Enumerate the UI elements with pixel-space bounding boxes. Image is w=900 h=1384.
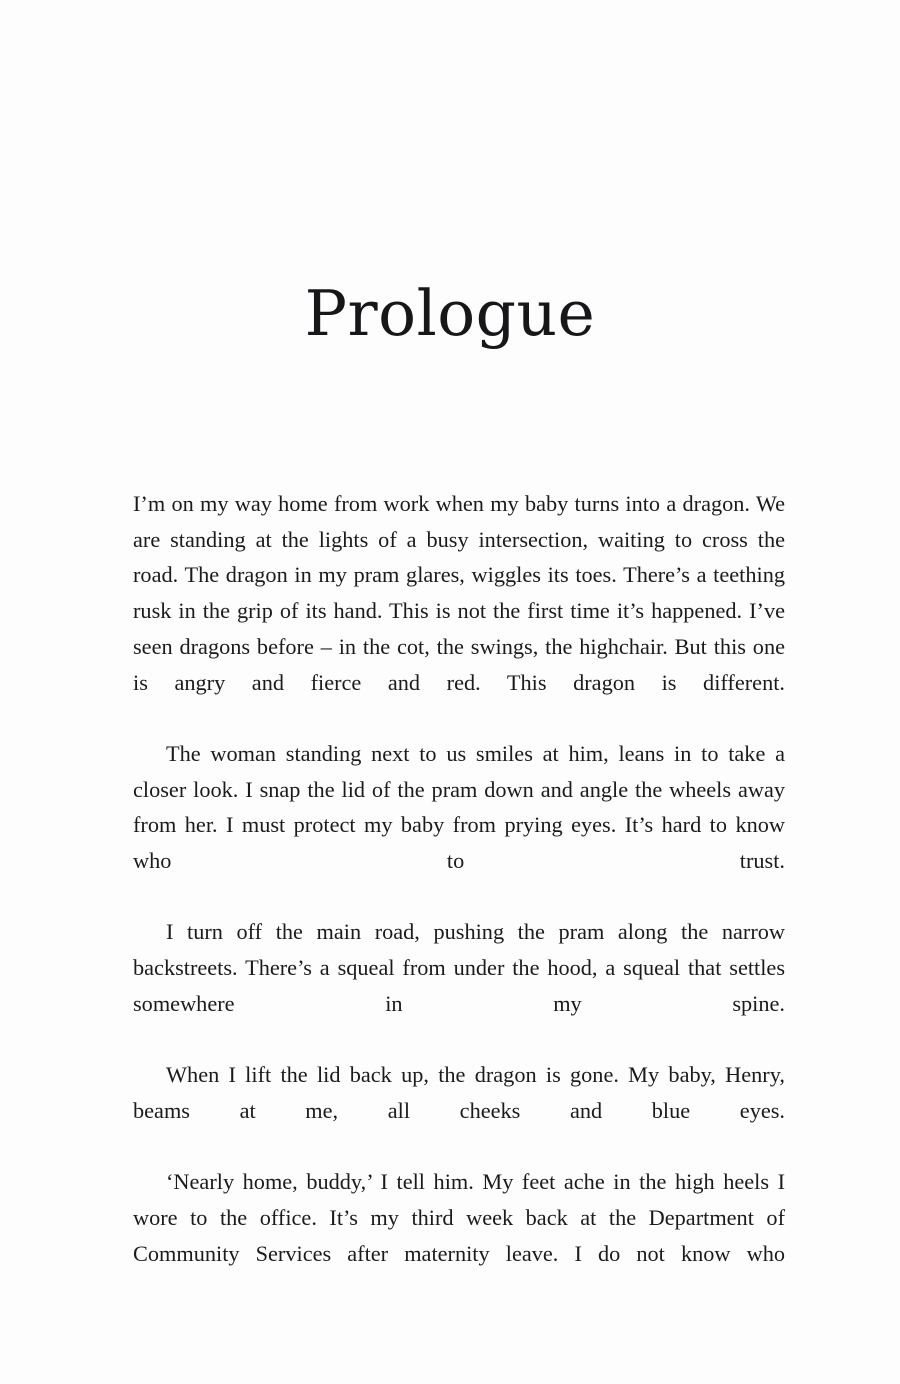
body-text-block [133, 486, 785, 1307]
body-paragraph: I turn off the main road, pushing the pram along the narrow backstreets. There’s a squeal from under the hood, a squeal that settles somewhere in my spine. [133, 919, 785, 1016]
body-paragraph: The woman standing next to us smiles at him, leans in to take a closer look. I snap the lid of the pram down and angle the wheels away from her. I must protect my baby from prying eyes. It’s hard to know who to trust. [133, 740, 785, 874]
body-paragraph: ‘Nearly home, buddy,’ I tell him. My feet ache in the high heels I wore to the office. It’s my third week back at the Department of Community Services after maternity leave. I do not know who [133, 1169, 785, 1266]
body-paragraph: I’m on my way home from work when my baby turns into a dragon. We are standing at the lights of a busy intersection, waiting to cross the road. The dragon in my pram glares, wiggles its toes. There’s a teething rusk in the grip of its hand. This is not the first time it’s happened. I’ve seen dragons before – in the cot, the swings, the highchair. But this one is angry and fierce and red. This dragon is different. [133, 491, 785, 695]
body-paragraph: When I lift the lid back up, the dragon is gone. My baby, Henry, beams at me, all cheeks and blue eyes. [133, 1062, 785, 1123]
chapter-title: Prologue [304, 277, 596, 351]
